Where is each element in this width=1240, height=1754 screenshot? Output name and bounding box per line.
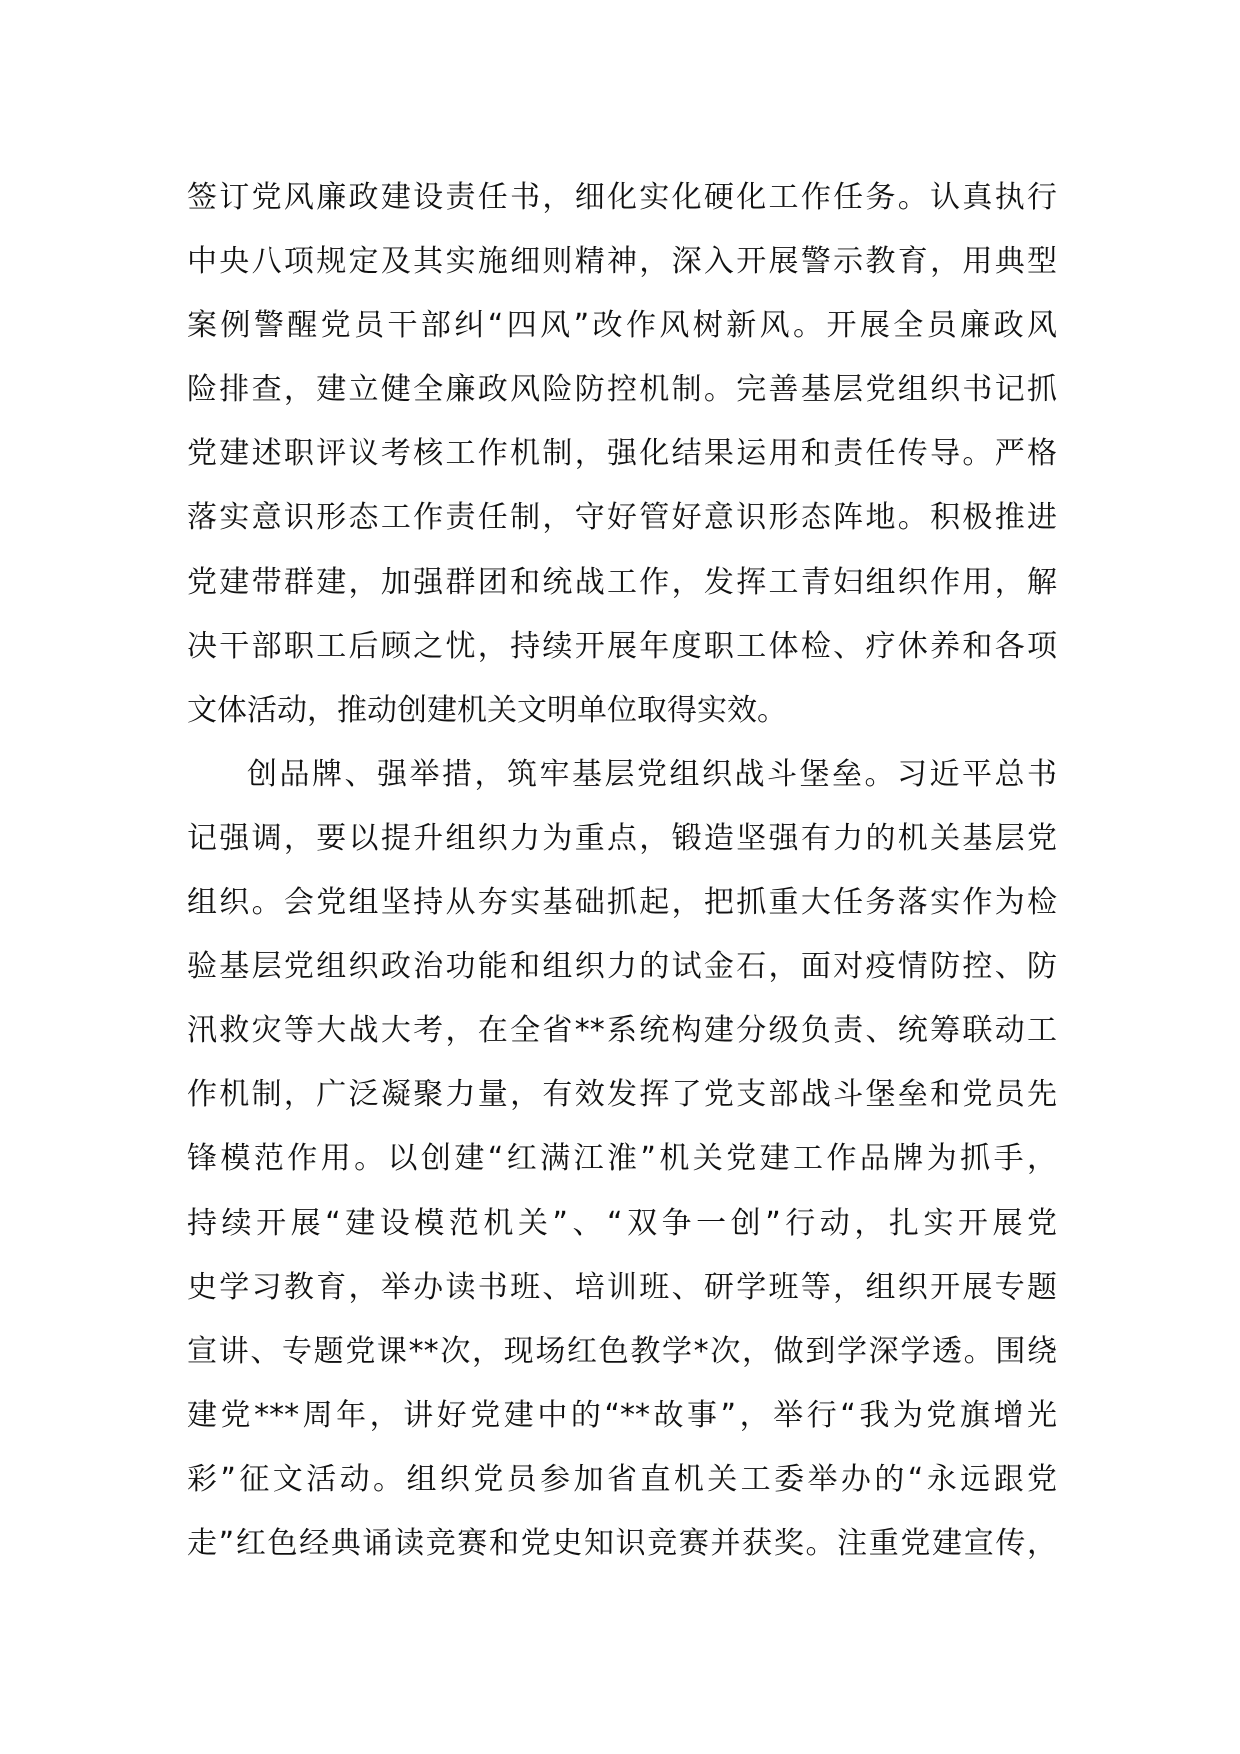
paragraph-1-line-5: 党建述职评议考核工作机制，强化结果运用和责任传导。严格 (187, 436, 1057, 472)
paragraph-2-line-3: 组织。会党组坚持从夯实基础抓起，把抓重大任务落实作为检 (187, 885, 1057, 921)
paragraph-1-line-8: 决干部职工后顾之忧，持续开展年度职工体检、疗休养和各项 (187, 628, 1057, 664)
paragraph-2-line-2: 记强调，要以提升组织力为重点，锻造坚强有力的机关基层党 (187, 820, 1057, 856)
paragraph-2-line-9: 史学习教育，举办读书班、培训班、研学班等，组织开展专题 (187, 1269, 1057, 1305)
paragraph-2-line-1: 创品牌、强举措，筑牢基层党组织战斗堡垒。习近平总书 (247, 756, 1057, 792)
paragraph-1-line-9: 文体活动，推动创建机关文明单位取得实效。 (187, 692, 787, 728)
paragraph-1-line-1: 签订党风廉政建设责任书，细化实化硬化工作任务。认真执行 (187, 180, 1057, 215)
paragraph-2-line-8: 持续开展“建设模范机关”、“双争一创”行动，扎实开展党 (187, 1205, 1057, 1241)
paragraph-2-line-13: 走”红色经典诵读竞赛和党史知识竞赛并获奖。注重党建宣传， (187, 1525, 1057, 1561)
paragraph-1-line-4: 险排查，建立健全廉政风险防控机制。完善基层党组织书记抓 (187, 372, 1057, 408)
paragraph-1-line-2: 中央八项规定及其实施细则精神，深入开展警示教育，用典型 (187, 244, 1057, 280)
paragraph-1-line-3: 案例警醒党员干部纠“四风”改作风树新风。开展全员廉政风 (187, 308, 1057, 344)
paragraph-2-line-10: 宣讲、专题党课**次，现场红色教学*次，做到学深学透。围绕 (187, 1333, 1057, 1369)
document-body (187, 166, 1057, 1576)
paragraph-1-line-6: 落实意识形态工作责任制，守好管好意识形态阵地。积极推进 (187, 500, 1057, 536)
paragraph-2-line-5: 汛救灾等大战大考，在全省**系统构建分级负责、统筹联动工 (187, 1013, 1057, 1049)
paragraph-2-line-11: 建党***周年，讲好党建中的“**故事”，举行“我为党旗增光 (187, 1397, 1057, 1433)
paragraph-2-line-12: 彩”征文活动。组织党员参加省直机关工委举办的“永远跟党 (187, 1461, 1057, 1497)
paragraph-2-line-6: 作机制，广泛凝聚力量，有效发挥了党支部战斗堡垒和党员先 (187, 1077, 1057, 1113)
paragraph-1-line-7: 党建带群建，加强群团和统战工作，发挥工青妇组织作用，解 (187, 564, 1057, 600)
paragraph-2-line-7: 锋模范作用。以创建“红满江淮”机关党建工作品牌为抓手， (187, 1141, 1057, 1177)
paragraph-2-line-4: 验基层党组织政治功能和组织力的试金石，面对疫情防控、防 (187, 949, 1057, 985)
